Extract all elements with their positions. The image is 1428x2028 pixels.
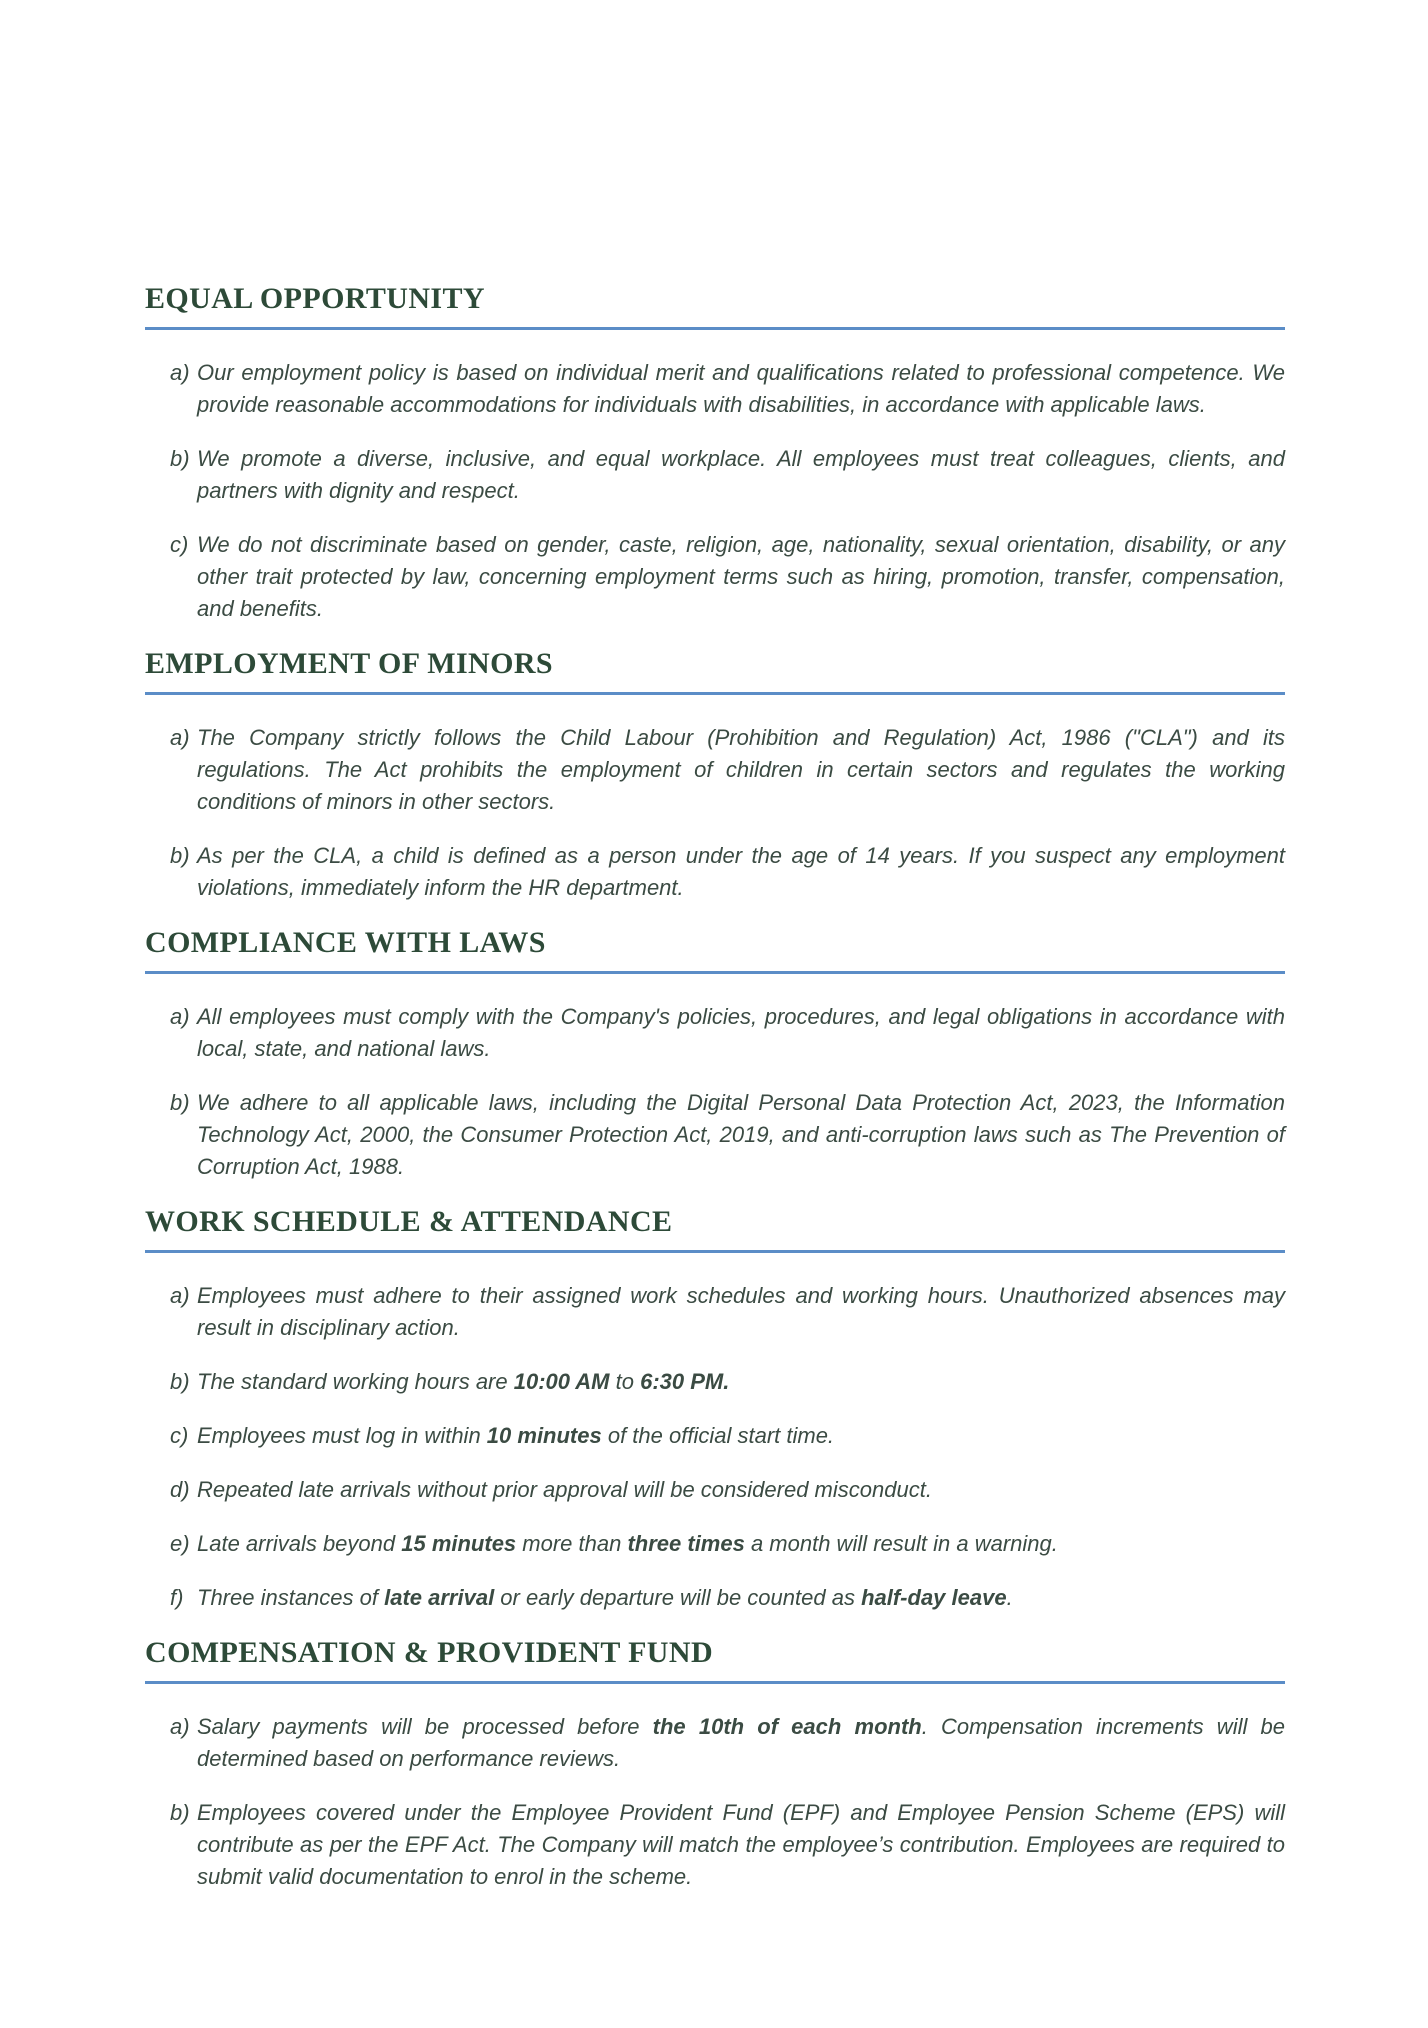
document-page bbox=[145, 276, 1285, 1915]
text-segment: of the official start time. bbox=[601, 1423, 835, 1448]
list-item-text bbox=[197, 840, 1285, 904]
list-item-text bbox=[197, 357, 1285, 421]
list-item bbox=[170, 357, 1285, 421]
policy-section bbox=[145, 1636, 1285, 1893]
section-items bbox=[145, 357, 1285, 625]
text-segment: or early departure will be counted as bbox=[494, 1585, 862, 1610]
list-item bbox=[170, 1001, 1285, 1065]
list-item bbox=[170, 1087, 1285, 1183]
text-segment: We adhere to all applicable laws, including the Digital Personal Data Protection Act, 2023, the Information Technology Act, 2000, the Consumer Protection Act, 2019, and anti-corruption laws such as The Prevention of Corruption Act, 1988. bbox=[197, 1090, 1285, 1179]
list-item-text bbox=[197, 1420, 1285, 1452]
bold-text-segment: the 10th of each month bbox=[652, 1714, 922, 1739]
list-item bbox=[170, 1474, 1285, 1506]
list-item-label: b) bbox=[170, 1800, 190, 1825]
list-item bbox=[170, 529, 1285, 625]
list-item bbox=[170, 1711, 1285, 1775]
text-segment: Salary payments will be processed before bbox=[197, 1714, 653, 1739]
text-segment: a month will result in a warning. bbox=[744, 1531, 1058, 1556]
text-segment: . Compensation increments will be determined based on performance reviews. bbox=[197, 1714, 1285, 1771]
list-item bbox=[170, 840, 1285, 904]
list-item-text bbox=[197, 1797, 1285, 1893]
text-segment: The Company strictly follows the Child Labour (Prohibition and Regulation) Act, 1986 ("CLA") and its regulations. The Act prohibits the employment of children in certain sectors and regulates the working conditions of minors in other sectors. bbox=[197, 725, 1285, 814]
policy-section bbox=[145, 282, 1285, 625]
text-segment: Late arrivals beyond bbox=[197, 1531, 402, 1556]
list-item-label: a) bbox=[170, 1714, 190, 1739]
list-item-text bbox=[197, 1087, 1285, 1183]
text-segment: Employees must adhere to their assigned work schedules and working hours. Unauthorized absences may result in disciplinary action. bbox=[197, 1283, 1285, 1340]
section-heading: EQUAL OPPORTUNITY bbox=[145, 282, 1285, 330]
list-item bbox=[170, 1366, 1285, 1398]
policy-section bbox=[145, 647, 1285, 904]
section-items bbox=[145, 1280, 1285, 1614]
text-segment: We promote a diverse, inclusive, and equal workplace. All employees must treat colleagues, clients, and partners with dignity and respect. bbox=[197, 446, 1285, 503]
list-item-label: a) bbox=[170, 1283, 190, 1308]
list-item-text bbox=[197, 1001, 1285, 1065]
text-segment: Three instances of bbox=[197, 1585, 385, 1610]
list-item-text bbox=[197, 1280, 1285, 1344]
text-segment: All employees must comply with the Company's policies, procedures, and legal obligations in accordance with local, state, and national laws. bbox=[197, 1004, 1285, 1061]
list-item-label: b) bbox=[170, 446, 190, 471]
list-item-label: f) bbox=[170, 1585, 184, 1610]
section-heading: COMPENSATION & PROVIDENT FUND bbox=[145, 1636, 1285, 1684]
list-item-text bbox=[197, 1366, 1285, 1398]
text-segment: . bbox=[1006, 1585, 1013, 1610]
section-items bbox=[145, 722, 1285, 904]
list-item-label: e) bbox=[170, 1531, 190, 1556]
text-segment: more than bbox=[516, 1531, 628, 1556]
list-item-label: b) bbox=[170, 1369, 190, 1394]
bold-text-segment: three times bbox=[627, 1531, 745, 1556]
text-segment: Repeated late arrivals without prior approval will be considered misconduct. bbox=[197, 1477, 932, 1502]
bold-text-segment: 6:30 PM. bbox=[640, 1369, 730, 1394]
list-item bbox=[170, 1528, 1285, 1560]
list-item bbox=[170, 1280, 1285, 1344]
list-item-text bbox=[197, 722, 1285, 818]
bold-text-segment: half-day leave bbox=[861, 1585, 1007, 1610]
list-item-label: a) bbox=[170, 1004, 190, 1029]
list-item bbox=[170, 722, 1285, 818]
bold-text-segment: 15 minutes bbox=[401, 1531, 517, 1556]
bold-text-segment: 10 minutes bbox=[486, 1423, 602, 1448]
policy-section bbox=[145, 1205, 1285, 1614]
text-segment: Employees covered under the Employee Provident Fund (EPF) and Employee Pension Scheme (EPS) will contribute as per the EPF Act. The Company will match the employee’s contribution. Employees are required to submit valid documentation to enrol in the scheme. bbox=[197, 1800, 1285, 1889]
section-heading: EMPLOYMENT OF MINORS bbox=[145, 647, 1285, 695]
list-item-label: c) bbox=[170, 532, 189, 557]
section-items bbox=[145, 1001, 1285, 1183]
section-heading: COMPLIANCE WITH LAWS bbox=[145, 926, 1285, 974]
text-segment: Employees must log in within bbox=[197, 1423, 487, 1448]
list-item-label: d) bbox=[170, 1477, 190, 1502]
list-item bbox=[170, 1797, 1285, 1893]
list-item-label: a) bbox=[170, 725, 190, 750]
list-item-label: a) bbox=[170, 360, 190, 385]
list-item-text bbox=[197, 529, 1285, 625]
text-segment: The standard working hours are bbox=[197, 1369, 514, 1394]
policy-section bbox=[145, 926, 1285, 1183]
text-segment: We do not discriminate based on gender, caste, religion, age, nationality, sexual orientation, disability, or any other trait protected by law, concerning employment terms such as hiring, promotion, transfer, compensation, and benefits. bbox=[197, 532, 1285, 621]
list-item-text bbox=[197, 1474, 1285, 1506]
list-item-label: c) bbox=[170, 1423, 189, 1448]
list-item-text bbox=[197, 1711, 1285, 1775]
text-segment: to bbox=[609, 1369, 641, 1394]
text-segment: Our employment policy is based on individual merit and qualifications related to professional competence. We provide reasonable accommodations for individuals with disabilities, in accordance with applicable laws. bbox=[197, 360, 1285, 417]
list-item-label: b) bbox=[170, 843, 190, 868]
bold-text-segment: late arrival bbox=[384, 1585, 495, 1610]
list-item bbox=[170, 1582, 1285, 1614]
list-item-text bbox=[197, 443, 1285, 507]
text-segment: As per the CLA, a child is defined as a person under the age of 14 years. If you suspect any employment violations, immediately inform the HR department. bbox=[197, 843, 1285, 900]
list-item-label: b) bbox=[170, 1090, 190, 1115]
section-items bbox=[145, 1711, 1285, 1893]
list-item-text bbox=[197, 1582, 1285, 1614]
list-item-text bbox=[197, 1528, 1285, 1560]
section-heading: WORK SCHEDULE & ATTENDANCE bbox=[145, 1205, 1285, 1253]
bold-text-segment: 10:00 AM bbox=[513, 1369, 610, 1394]
list-item bbox=[170, 443, 1285, 507]
list-item bbox=[170, 1420, 1285, 1452]
